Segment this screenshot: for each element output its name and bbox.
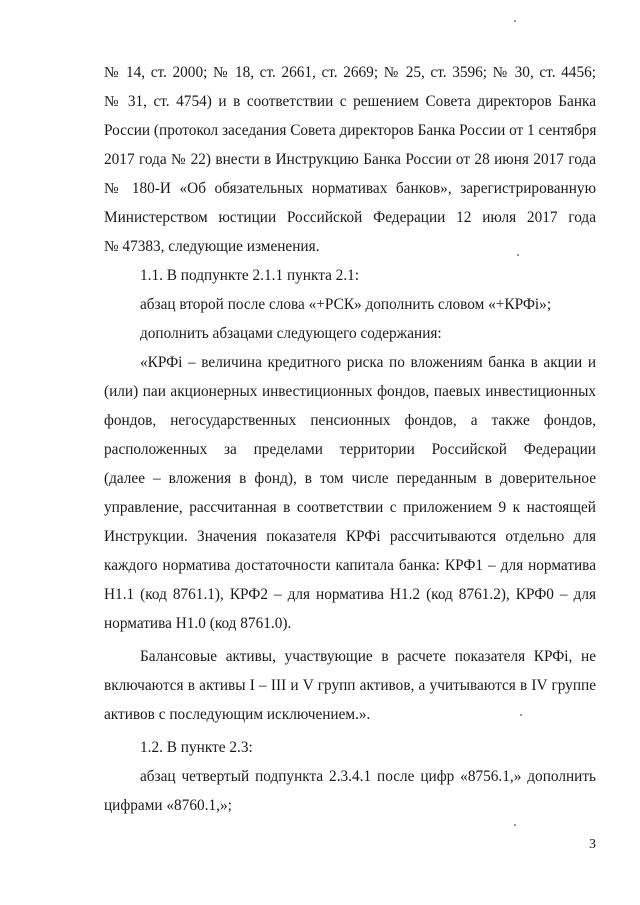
- text-line: Н1.1 (код 8761.1), КРФ2 – для норматива Н1.2 (код 8761.2), КРФ0 – для: [104, 586, 596, 603]
- section-heading: 1.2. В пункте 2.3:: [140, 739, 253, 756]
- text-line: цифрами «8760.1,»;: [104, 797, 232, 814]
- text-line: расположенных за пределами территории Российской Федерации: [104, 441, 596, 458]
- text-line: «КРФі – величина кредитного риска по вложениям банка в акции и: [140, 354, 596, 371]
- text-line: Инструкции. Значения показателя КРФі рассчитываются отдельно для: [104, 528, 596, 545]
- text-line: (далее – вложения в фонд), в том числе переданным в доверительное: [104, 470, 596, 487]
- scan-speck: [514, 824, 516, 826]
- text-line: России (протокол заседания Совета директоров Банка России от 1 сентября: [104, 122, 597, 139]
- text-line: № 14, ст. 2000; № 18, ст. 2661, ст. 2669; № 25, ст. 3596; № 30, ст. 4456;: [104, 64, 596, 81]
- text-line: норматива Н1.0 (код 8761.0).: [104, 615, 292, 632]
- text-line: Министерством юстиции Российской Федерации 12 июля 2017 года: [104, 209, 596, 226]
- text-line: Балансовые активы, участвующие в расчете показателя КРФі, не: [140, 648, 596, 665]
- text-line: 2017 года № 22) внести в Инструкцию Банка России от 28 июня 2017 года: [104, 151, 596, 168]
- text-line: № 47383, следующие изменения.: [104, 238, 320, 255]
- text-line: каждого норматива достаточности капитала банка: КРФ1 – для норматива: [104, 557, 596, 574]
- text-line: № 31, ст. 4754) и в соответствии с решением Совета директоров Банка: [104, 93, 596, 110]
- text-line: управление, рассчитанная в соответствии с приложением 9 к настоящей: [104, 499, 596, 516]
- text-line: фондов, негосударственных пенсионных фондов, а также фондов,: [104, 412, 596, 429]
- text-line: абзац четвертый подпункта 2.3.4.1 после цифр «8756.1,» дополнить: [140, 768, 596, 785]
- text-line: № 180-И «Об обязательных нормативах банков», зарегистрированную: [104, 180, 596, 197]
- scan-speck: [517, 254, 519, 256]
- text-line: включаются в активы I – III и V групп активов, а учитываются в IV группе: [104, 677, 596, 694]
- text-line: абзац второй после слова «+РСК» дополнить словом «+КРФі»;: [140, 296, 552, 313]
- section-heading: 1.1. В подпункте 2.1.1 пункта 2.1:: [140, 267, 360, 284]
- page-number: 3: [589, 837, 596, 852]
- text-line: активов с последующим исключением.».: [104, 706, 371, 723]
- text-line: (или) паи акционерных инвестиционных фондов, паевых инвестиционных: [104, 383, 596, 400]
- text-line: дополнить абзацами следующего содержания:: [140, 325, 442, 342]
- scan-speck: [520, 714, 522, 716]
- scan-speck: [514, 20, 516, 22]
